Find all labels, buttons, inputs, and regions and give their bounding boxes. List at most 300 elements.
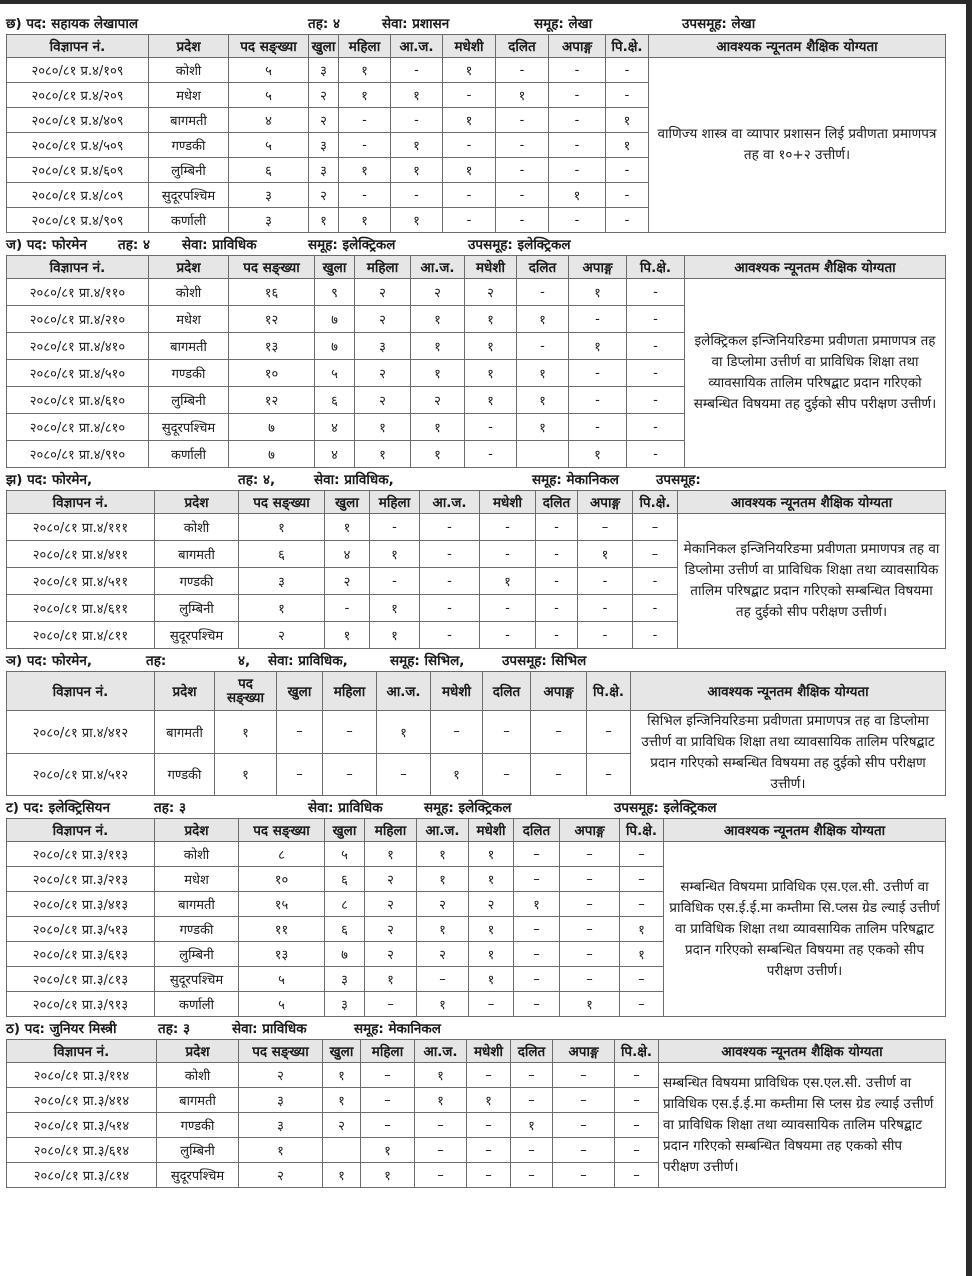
column-header-dalit: दलित — [536, 491, 578, 514]
cell-province: कोशी — [149, 279, 229, 306]
cell-adv-number: २०८०/८१ प्रा.४/५१० — [7, 360, 149, 387]
cell-backward-area: - — [633, 595, 678, 622]
cell-janajati: १ — [411, 360, 465, 387]
cell-dalit: १ — [517, 387, 569, 414]
cell-janajati: १ — [415, 1088, 467, 1113]
group: समूह: इलेक्ट्रिकल — [424, 800, 512, 816]
cell-adv-number: २०८०/८१ प्रा.३/६१३ — [7, 942, 155, 967]
cell-open — [323, 1138, 361, 1163]
cell-janajati: १ — [411, 441, 465, 468]
cell-backward-area: – — [633, 514, 678, 541]
cell-madhesi: १ — [469, 842, 514, 867]
header-row — [7, 35, 946, 58]
column-header-province: प्रदेश — [149, 35, 229, 58]
cell-post-count: २ — [239, 622, 325, 649]
column-header-madhesi: मधेशी — [467, 1040, 511, 1063]
cell-adv-number: २०८०/८१ प्रा.४/५११ — [7, 568, 155, 595]
cell-post-count: ५ — [229, 58, 309, 83]
column-header-qualification: आवश्यक न्यूनतम शैक्षिक योग्यता — [659, 1040, 946, 1063]
cell-post-count: १ — [239, 595, 325, 622]
cell-dalit: - — [496, 58, 549, 83]
level: तह: ४, — [238, 472, 276, 488]
column-header-dalit: दलित — [517, 256, 569, 279]
cell-qualification: वाणिज्य शास्त्र वा व्यापार प्रशासन लिई प्रवीणता प्रमाणपत्र तह वा १०+२ उत्तीर्ण। — [649, 58, 946, 233]
cell-open: २ — [309, 108, 339, 133]
cell-post-count: ५ — [229, 83, 309, 108]
cell-post-count: ३ — [229, 208, 309, 233]
column-header-adv-number: विज्ञापन नं. — [7, 491, 155, 514]
cell-dalit: १ — [496, 83, 549, 108]
cell-adv-number: २०८०/८१ प्रा.४/८११ — [7, 622, 155, 649]
cell-backward-area: – — [620, 967, 664, 992]
cell-adv-number: २०८०/८१ प्रा.४/१११ — [7, 514, 155, 541]
cell-madhesi: १ — [469, 942, 514, 967]
cell-backward-area: - — [606, 83, 649, 108]
cell-post-count: १५ — [239, 892, 325, 917]
cell-janajati: १ — [415, 1063, 467, 1088]
cell-dalit: – — [514, 942, 560, 967]
cell-disabled: १ — [578, 541, 633, 568]
column-header-post-count — [215, 672, 277, 711]
post-title: ञ) पद: फोरमेन, — [6, 653, 92, 669]
cell-open: १ — [325, 622, 370, 649]
cell-madhesi: – — [467, 1163, 511, 1188]
cell-dalit: – — [511, 1088, 553, 1113]
cell-madhesi: - — [480, 514, 536, 541]
cell-post-count: ६ — [239, 541, 325, 568]
cell-disabled: – — [560, 967, 620, 992]
cell-women: – — [323, 711, 377, 754]
level: तह: ४ — [118, 237, 150, 253]
vacancy-table — [6, 490, 946, 649]
cell-post-count: १ — [215, 753, 277, 796]
cell-janajati: - — [391, 183, 443, 208]
post-title: ठ) पद: जुनियर मिस्त्री — [6, 1021, 117, 1037]
cell-disabled: – — [560, 892, 620, 917]
cell-open: २ — [309, 83, 339, 108]
cell-disabled: १ — [569, 279, 627, 306]
column-header-dalit: दलित — [496, 35, 549, 58]
cell-adv-number: २०८०/८१ प्रा.३/४१३ — [7, 892, 155, 917]
cell-province: लुम्बिनी — [157, 1138, 239, 1163]
cell-janajati: - — [420, 595, 480, 622]
cell-province: मधेश — [149, 306, 229, 333]
column-header-qualification: आवश्यक न्यूनतम शैक्षिक योग्यता — [631, 672, 946, 711]
cell-women: १ — [339, 83, 391, 108]
cell-disabled: – — [531, 711, 587, 754]
cell-disabled: १ — [569, 441, 627, 468]
cell-open: – — [277, 711, 323, 754]
cell-dalit: - — [496, 183, 549, 208]
cell-qualification: मेकानिकल इन्जिनियरिङमा प्रवीणता प्रमाणपत्र तह वा डिप्लोमा उत्तीर्ण वा प्राविधिक शिक्षा तथा व्यावसायिक तालिम परिषद्बाट प्रदान गरिएको सम्बन्धित विषयमा तह दुईको सीप परीक्षण उत्तीर्ण। — [678, 514, 946, 649]
cell-backward-area: - — [633, 622, 678, 649]
cell-women: - — [370, 514, 420, 541]
cell-disabled: - — [578, 622, 633, 649]
cell-women: २ — [365, 867, 417, 892]
cell-disabled: १ — [549, 183, 606, 208]
cell-women: – — [365, 992, 417, 1017]
cell-backward-area: – — [620, 892, 664, 917]
cell-province: गण्डकी — [155, 917, 239, 942]
group: समूह: लेखा — [534, 16, 593, 32]
cell-women: १ — [365, 842, 417, 867]
column-header-backward-area: पि.क्षे. — [627, 256, 685, 279]
cell-backward-area: - — [627, 279, 685, 306]
cell-open: १ — [323, 1063, 361, 1088]
cell-adv-number: २०८०/८१ प्रा.४/२१० — [7, 306, 149, 333]
cell-madhesi: - — [480, 541, 536, 568]
cell-backward-area: १ — [606, 108, 649, 133]
column-header-adv-number: विज्ञापन नं. — [7, 1040, 157, 1063]
cell-post-count: ७ — [229, 414, 315, 441]
section-foreman-electrical — [6, 235, 946, 468]
column-header-province: प्रदेश — [157, 1040, 239, 1063]
cell-open: १ — [309, 208, 339, 233]
cell-post-count: १ — [239, 514, 325, 541]
cell-province: कर्णाली — [149, 208, 229, 233]
column-header-adv-number: विज्ञापन नं. — [7, 819, 155, 842]
column-header-madhesi: मधेशी — [431, 672, 483, 711]
cell-janajati: - — [420, 541, 480, 568]
cell-open: ७ — [315, 333, 355, 360]
cell-backward-area: १ — [620, 942, 664, 967]
subgroup: उपसमूह: सिभिल — [502, 653, 587, 669]
cell-disabled: - — [569, 387, 627, 414]
cell-madhesi: - — [443, 183, 496, 208]
vacancy-table — [6, 255, 946, 468]
cell-backward-area: – — [620, 842, 664, 867]
cell-post-count: ३ — [239, 1088, 323, 1113]
service: सेवा: प्राविधिक, — [268, 653, 348, 669]
cell-post-count: ५ — [239, 967, 325, 992]
cell-backward-area: - — [627, 306, 685, 333]
group: समूह: मेकानिकल — [532, 472, 619, 488]
cell-backward-area: – — [615, 1138, 659, 1163]
cell-janajati: – — [415, 1138, 467, 1163]
group: समूह: सिभिल, — [390, 653, 465, 669]
column-header-province: प्रदेश — [149, 256, 229, 279]
level: तह: ३ — [154, 800, 186, 816]
cell-janajati: १ — [391, 83, 443, 108]
cell-province: सुदूरपश्चिम — [149, 183, 229, 208]
cell-province: लुम्बिनी — [155, 942, 239, 967]
cell-madhesi: १ — [465, 333, 517, 360]
cell-madhesi: - — [443, 208, 496, 233]
cell-adv-number: २०८०/८१ प्रा.३/११३ — [7, 842, 155, 867]
service: सेवा: प्राविधिक — [308, 800, 383, 816]
cell-open: २ — [325, 568, 370, 595]
cell-backward-area: – — [615, 1063, 659, 1088]
subgroup: उपसमूह: इलेक्ट्रिकल — [468, 237, 571, 253]
cell-post-count: १३ — [239, 942, 325, 967]
cell-post-count: १० — [239, 867, 325, 892]
post-title: झ) पद: फोरमेन, — [6, 472, 93, 488]
top-border — [0, 0, 972, 4]
cell-janajati: २ — [411, 387, 465, 414]
cell-disabled: – — [560, 942, 620, 967]
cell-dalit: - — [536, 622, 578, 649]
cell-province: कर्णाली — [155, 992, 239, 1017]
cell-women: १ — [370, 541, 420, 568]
section-junior-mechanic — [6, 1019, 946, 1188]
vacancy-table — [6, 671, 946, 796]
cell-disabled: - — [578, 595, 633, 622]
cell-open: १ — [325, 514, 370, 541]
cell-post-count: ५ — [229, 133, 309, 158]
header-row — [7, 491, 946, 514]
cell-dalit: – — [483, 753, 531, 796]
cell-adv-number: २०८०/८१ प्रा.३/११४ — [7, 1063, 157, 1088]
level-value: ४, — [238, 653, 251, 669]
table-row — [7, 514, 946, 541]
cell-post-count: ८ — [239, 842, 325, 867]
cell-dalit: - — [496, 208, 549, 233]
cell-open: २ — [323, 1113, 361, 1138]
cell-madhesi: १ — [465, 387, 517, 414]
cell-province: गण्डकी — [149, 360, 229, 387]
cell-women: - — [339, 108, 391, 133]
column-header-women: महिला — [361, 1040, 415, 1063]
cell-adv-number: २०८०/८१ प्रा.३/८१३ — [7, 967, 155, 992]
cell-madhesi: १ — [469, 967, 514, 992]
cell-post-count: ३ — [229, 183, 309, 208]
column-header-dalit: दलित — [514, 819, 560, 842]
cell-post-count: १० — [229, 360, 315, 387]
cell-dalit: – — [511, 1163, 553, 1188]
cell-madhesi: १ — [443, 108, 496, 133]
cell-madhesi: – — [467, 1113, 511, 1138]
service: सेवा: प्रशासन — [382, 16, 450, 32]
cell-adv-number: २०८०/८१ प्रा.४/११० — [7, 279, 149, 306]
table-row — [7, 842, 946, 867]
column-header-adv-number: विज्ञापन नं. — [7, 672, 155, 711]
cell-backward-area: – — [615, 1113, 659, 1138]
cell-dalit: - — [536, 514, 578, 541]
cell-madhesi: १ — [443, 58, 496, 83]
header-row — [7, 672, 946, 711]
cell-disabled: - — [549, 83, 606, 108]
cell-post-count: ३ — [239, 1113, 323, 1138]
column-header-disabled: अपाङ्ग — [560, 819, 620, 842]
cell-janajati: १ — [391, 208, 443, 233]
column-header-janajati: आ.ज. — [391, 35, 443, 58]
cell-province: कोशी — [157, 1063, 239, 1088]
service: सेवा: प्राविधिक, — [314, 472, 394, 488]
cell-province: बागमती — [155, 541, 239, 568]
cell-madhesi: १ — [465, 360, 517, 387]
cell-women: २ — [365, 917, 417, 942]
cell-open: ३ — [325, 992, 365, 1017]
cell-women: २ — [355, 279, 411, 306]
subgroup: उपसमूह: लेखा — [682, 16, 756, 32]
cell-disabled: - — [549, 108, 606, 133]
column-header-adv-number: विज्ञापन नं. — [7, 35, 149, 58]
cell-province: बागमती — [155, 892, 239, 917]
table-row — [7, 58, 946, 83]
cell-open: ६ — [315, 387, 355, 414]
cell-adv-number: २०८०/८१ प्रा.३/९१३ — [7, 992, 155, 1017]
cell-backward-area: – — [615, 1163, 659, 1188]
cell-janajati: १ — [391, 158, 443, 183]
cell-post-count: ५ — [239, 992, 325, 1017]
cell-madhesi: - — [465, 441, 517, 468]
cell-post-count: १३ — [229, 333, 315, 360]
cell-janajati: २ — [417, 942, 469, 967]
header-row — [7, 1040, 946, 1063]
header-row — [7, 819, 946, 842]
vacancy-document — [6, 14, 946, 1188]
cell-madhesi: - — [480, 595, 536, 622]
post-title: ज) पद: फोरमेन — [6, 237, 87, 253]
cell-backward-area: - — [627, 414, 685, 441]
level: तह: ४ — [308, 16, 340, 32]
column-header-open: खुला — [323, 1040, 361, 1063]
cell-adv-number: २०८०/८१ प्रा.४/६११ — [7, 595, 155, 622]
column-header-backward-area: पि.क्षे. — [633, 491, 678, 514]
cell-post-count: १ — [215, 711, 277, 754]
cell-province: गण्डकी — [157, 1113, 239, 1138]
group: समूह: इलेक्ट्रिकल — [308, 237, 396, 253]
cell-women: १ — [361, 1138, 415, 1163]
cell-backward-area: – — [587, 753, 631, 796]
cell-province: बागमती — [149, 108, 229, 133]
column-header-province: प्रदेश — [155, 819, 239, 842]
column-header-madhesi: मधेशी — [469, 819, 514, 842]
cell-janajati: - — [391, 108, 443, 133]
cell-madhesi: - — [443, 83, 496, 108]
group: समूह: मेकानिकल — [354, 1021, 441, 1037]
cell-province: मधेश — [155, 867, 239, 892]
cell-backward-area: – — [633, 541, 678, 568]
vacancy-table — [6, 1039, 946, 1188]
cell-province: गण्डकी — [155, 568, 239, 595]
cell-disabled: – — [560, 842, 620, 867]
cell-post-count: ११ — [239, 917, 325, 942]
column-header-madhesi: मधेशी — [443, 35, 496, 58]
cell-janajati: - — [420, 622, 480, 649]
cell-dalit: - — [517, 333, 569, 360]
cell-post-count: १६ — [229, 279, 315, 306]
cell-province: सुदूरपश्चिम — [155, 967, 239, 992]
cell-backward-area: - — [627, 387, 685, 414]
cell-disabled: - — [569, 414, 627, 441]
cell-women: २ — [355, 360, 411, 387]
cell-dalit: - — [496, 108, 549, 133]
cell-janajati: १ — [391, 133, 443, 158]
cell-women: ३ — [355, 333, 411, 360]
column-header-backward-area: पि.क्षे. — [620, 819, 664, 842]
section-header — [6, 470, 946, 490]
cell-adv-number: २०८०/८१ प्रा.४/५१२ — [7, 753, 155, 796]
cell-madhesi: १ — [467, 1088, 511, 1113]
cell-dalit: – — [514, 992, 560, 1017]
cell-madhesi: १ — [431, 753, 483, 796]
column-header-open: खुला — [325, 819, 365, 842]
cell-adv-number: २०८०/८१ प्रा.३/२१३ — [7, 867, 155, 892]
cell-women: १ — [355, 441, 411, 468]
cell-disabled: - — [549, 133, 606, 158]
cell-open: ३ — [325, 967, 365, 992]
cell-janajati: २ — [417, 892, 469, 917]
column-header-backward-area: पि.क्षे. — [615, 1040, 659, 1063]
cell-province: लुम्बिनी — [149, 158, 229, 183]
cell-adv-number: २०८०/८१ प्र.४/९०९ — [7, 208, 149, 233]
post-title: छ) पद: सहायक लेखापाल — [6, 16, 138, 32]
cell-women: १ — [361, 1163, 415, 1188]
column-header-disabled: अपाङ्ग — [553, 1040, 615, 1063]
cell-disabled: – — [553, 1138, 615, 1163]
cell-open: १ — [323, 1088, 361, 1113]
column-header-women: महिला — [370, 491, 420, 514]
cell-open: ३ — [309, 58, 339, 83]
column-header-madhesi: मधेशी — [480, 491, 536, 514]
cell-madhesi: १ — [443, 158, 496, 183]
column-header-women: महिला — [323, 672, 377, 711]
cell-women: १ — [370, 622, 420, 649]
column-header-open: खुला — [277, 672, 323, 711]
column-header-women: महिला — [339, 35, 391, 58]
cell-women: १ — [339, 158, 391, 183]
cell-adv-number: २०८०/८१ प्रा.४/६१० — [7, 387, 149, 414]
cell-disabled: – — [553, 1088, 615, 1113]
column-header-open: खुला — [315, 256, 355, 279]
cell-adv-number: २०८०/८१ प्रा.४/४१० — [7, 333, 149, 360]
cell-adv-number: २०८०/८१ प्रा.३/५१४ — [7, 1113, 157, 1138]
cell-province: सुदूरपश्चिम — [155, 622, 239, 649]
vacancy-table — [6, 34, 946, 233]
cell-open: ६ — [325, 917, 365, 942]
cell-dalit: १ — [511, 1113, 553, 1138]
cell-adv-number: २०८०/८१ प्रा.४/८१० — [7, 414, 149, 441]
header-row — [7, 256, 946, 279]
cell-adv-number: २०८०/८१ प्रा.४/४१२ — [7, 711, 155, 754]
cell-qualification: सिभिल इन्जिनियरिङमा प्रवीणता प्रमाणपत्र तह वा डिप्लोमा उत्तीर्ण वा प्राविधिक शिक्षा तथा व्यावसायिक तालिम परिषद्बाट प्रदान गरिएको सम्बन्धित विषयमा तह दुईको सीप परीक्षण उत्तीर्ण। — [631, 711, 946, 796]
cell-disabled: – — [560, 867, 620, 892]
cell-janajati: – — [377, 753, 431, 796]
cell-disabled: १ — [569, 333, 627, 360]
section-foreman-civil — [6, 651, 946, 796]
cell-madhesi: १ — [469, 867, 514, 892]
cell-post-count: २ — [239, 1163, 323, 1188]
cell-post-count: ६ — [229, 158, 309, 183]
subgroup: उपसमूह: इलेक्ट्रिकल — [614, 800, 717, 816]
service: सेवा: प्राविधिक — [232, 1021, 307, 1037]
column-header-janajati: आ.ज. — [415, 1040, 467, 1063]
column-header-dalit: दलित — [483, 672, 531, 711]
cell-dalit: – — [511, 1063, 553, 1088]
cell-backward-area: – — [587, 711, 631, 754]
cell-backward-area: - — [606, 208, 649, 233]
cell-madhesi: - — [443, 133, 496, 158]
cell-qualification: सम्बन्धित विषयमा प्राविधिक एस.एल.सी. उत्तीर्ण वा प्राविधिक एस.ई.ई.मा कम्तीमा सि.प्लस ग्रेड ल्याई उत्तीर्ण वा प्राविधिक शिक्षा तथा व्यावसायिक तालिम परिषद्बाट प्रदान गरिएको सम्बन्धित विषयमा तह एकको सीप परीक्षण उत्तीर्ण। — [664, 842, 946, 1017]
cell-janajati: १ — [417, 917, 469, 942]
vacancy-table — [6, 818, 946, 1017]
cell-adv-number: २०८०/८१ प्र.४/४०९ — [7, 108, 149, 133]
cell-open: ७ — [325, 942, 365, 967]
cell-open: ३ — [309, 158, 339, 183]
cell-province: गण्डकी — [155, 753, 215, 796]
cell-post-count: ४ — [229, 108, 309, 133]
cell-janajati: १ — [377, 711, 431, 754]
level: तह: — [146, 653, 167, 669]
cell-backward-area: – — [620, 867, 664, 892]
column-header-post-count: पद सङ्ख्या — [229, 35, 309, 58]
cell-dalit: – — [514, 967, 560, 992]
column-header-women: महिला — [365, 819, 417, 842]
cell-post-count: १२ — [229, 306, 315, 333]
subgroup: उपसमूह: — [656, 472, 701, 488]
cell-madhesi: – — [467, 1063, 511, 1088]
